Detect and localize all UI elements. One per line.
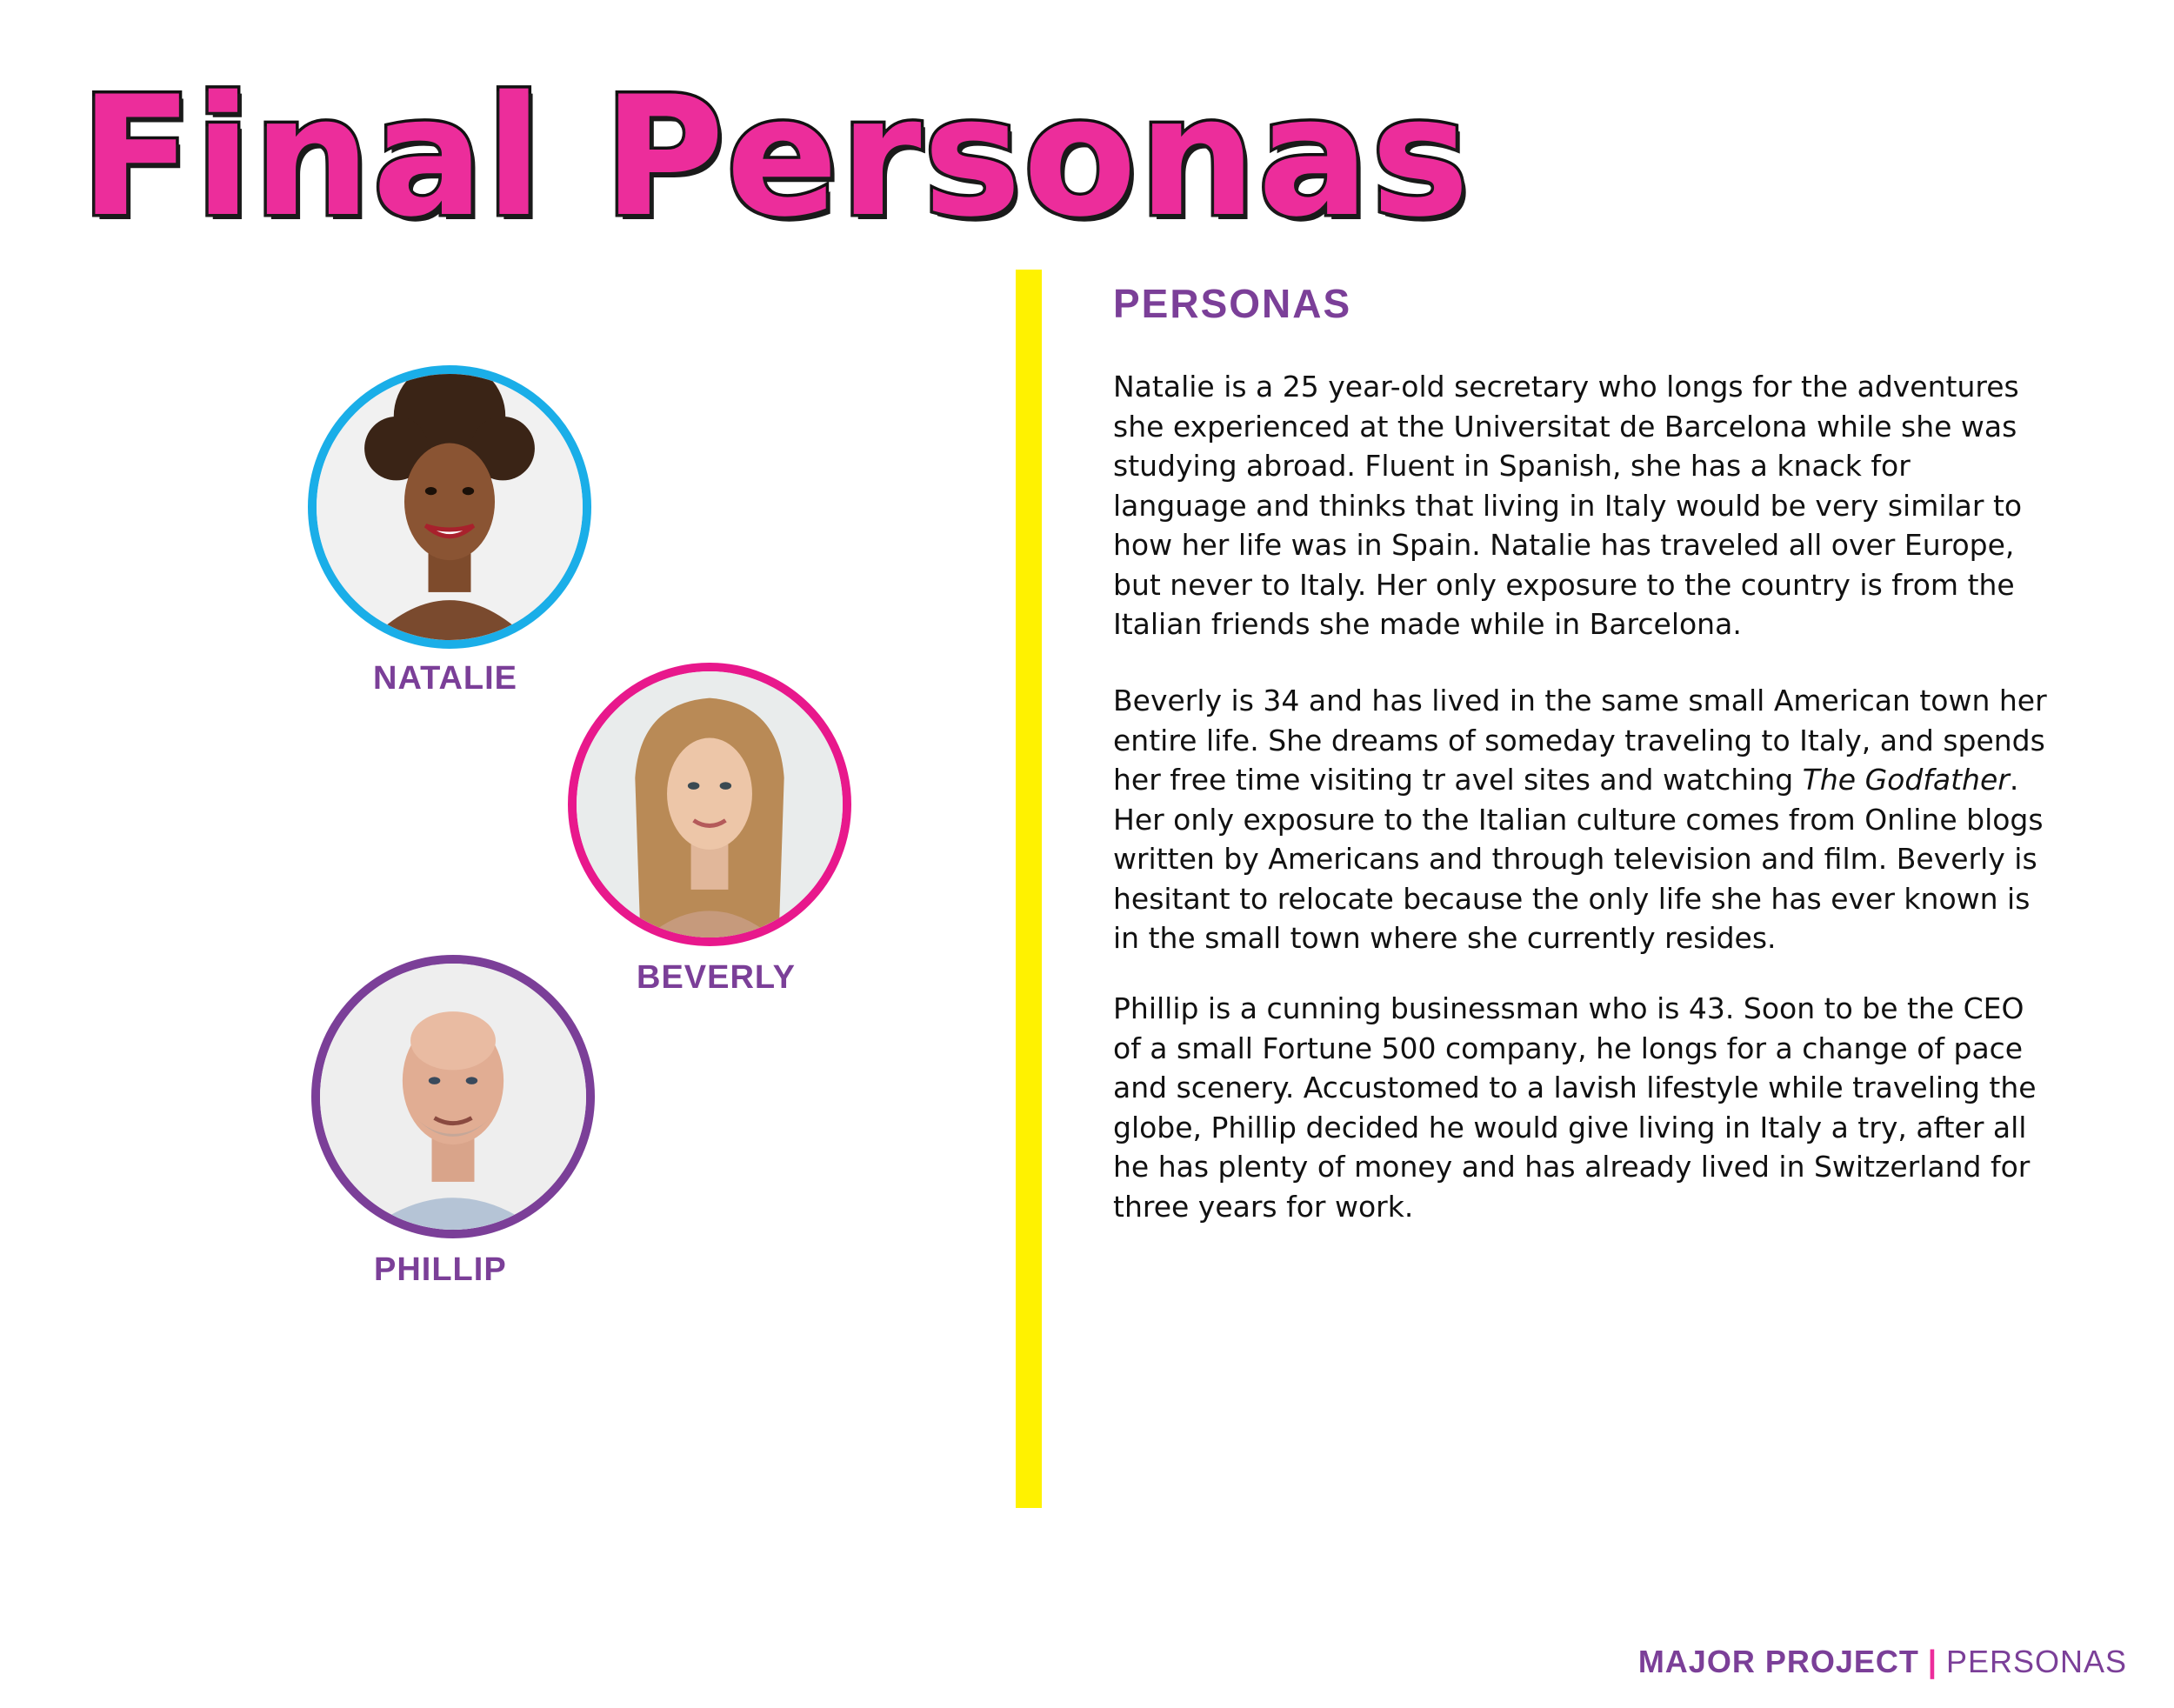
footer-separator: |: [1927, 1644, 1937, 1679]
beverly-portrait: [568, 663, 851, 946]
page-title: Final Personas: [80, 61, 1471, 253]
persona-name-beverly: BEVERLY: [637, 959, 796, 996]
beverly-bio-text: Beverly is 34 and has lived in the same small American town her entire life. She dreams of someday traveling to Italy, and spends her free time visiting tr avel sites and watching: [1113, 684, 2047, 797]
beverly-bio: [1113, 681, 2052, 958]
section-heading: PERSONAS: [1113, 281, 1352, 326]
beverly-bio-text-end: . Her only exposure to the Italian culture comes from Online blogs written by Americans and through television and film. Beverly is hesitant to relocate because the only life she has ever known is in the small town where she currently resides.: [1113, 763, 2044, 955]
persona-name-phillip: PHILLIP: [374, 1251, 507, 1288]
phillip-portrait-image: [320, 964, 586, 1230]
natalie-portrait: [308, 365, 591, 649]
beverly-bio-film-title: The Godfather: [1802, 763, 2010, 797]
footer-project: MAJOR PROJECT: [1637, 1644, 1919, 1679]
footer: [1638, 1646, 2127, 1678]
phillip-portrait: [311, 955, 595, 1238]
phillip-bio: Phillip is a cunning businessman who is 43. Soon to be the CEO of a small Fortune 500 company, he longs for a change of pace and scenery. Accustomed to a lavish lifestyle while traveling the globe, Phillip decided he would give living in Italy a try, after all he has plenty of money and has already lived in Switzerland for three years for work.: [1113, 991, 2037, 1224]
footer-section: PERSONAS: [1945, 1644, 2127, 1679]
beverly-portrait-image: [577, 671, 843, 937]
natalie-bio: Natalie is a 25 year-old secretary who longs for the adventures she experienced at the Universitat de Barcelona while she was studying abroad. Fluent in Spanish, she has a knack for language and thinks that living in Italy would be very similar to how her life was in Spain. Natalie has traveled all over Europe, but never to Italy. Her only exposure to the country is from the Italian friends she made while in Barcelona.: [1113, 370, 2023, 641]
yellow-divider: [1016, 270, 1042, 1508]
natalie-portrait-image: [317, 374, 583, 640]
persona-name-natalie: NATALIE: [373, 660, 518, 697]
